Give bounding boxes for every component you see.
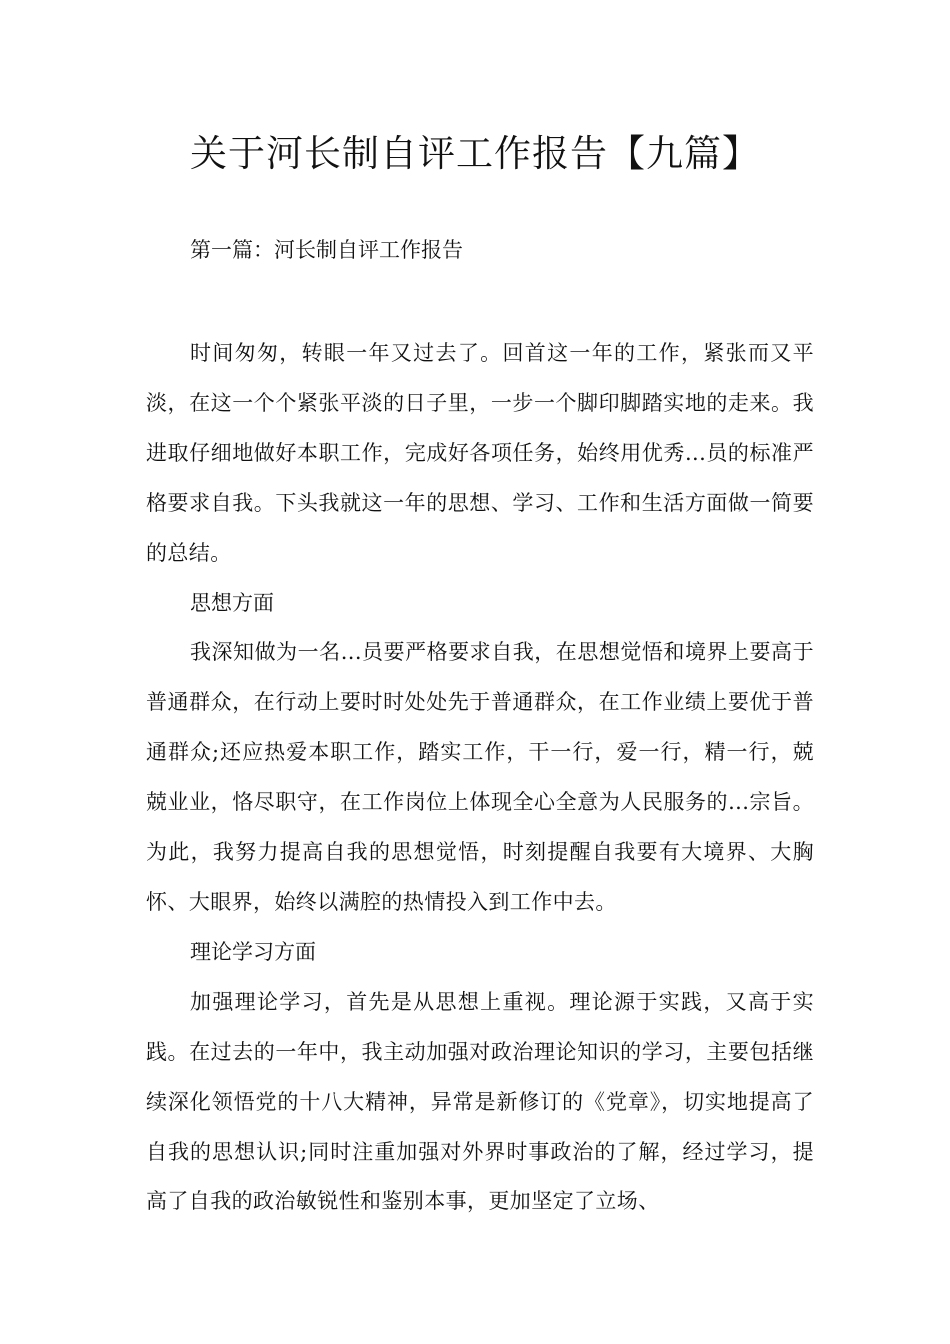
paragraph-intro: 时间匆匆，转眼一年又过去了。回首这一年的工作，紧张而又平淡，在这一个个紧张平淡的日子里，一步一个脚印脚踏实地的走来。我进取仔细地做好本职工作，完成好各项任务，始终用优秀...员的标准严格要求自我。下头我就这一年的思想、学习、工作和生活方面做一简要的总结。 [146, 341, 814, 565]
section-subtitle: 第一篇：河长制自评工作报告 [190, 238, 463, 262]
document-title: 关于河长制自评工作报告【九篇】 [190, 132, 760, 175]
paragraph-thought: 我深知做为一名...员要严格要求自我，在思想觉悟和境界上要高于普通群众，在行动上要时时处处先于普通群众，在工作业绩上要优于普通群众;还应热爱本职工作，踏实工作，干一行，爱一行，精一行，兢兢业业，恪尽职守，在工作岗位上体现全心全意为人民服务的...宗旨。为此，我努力提高自我的思想觉悟，时刻提醒自我要有大境界、大胸怀、大眼界，始终以满腔的热情投入到工作中去。 [146, 640, 814, 914]
document-body [146, 329, 814, 1227]
heading-theory-study: 理论学习方面 [190, 939, 316, 964]
heading-thought: 思想方面 [190, 590, 274, 615]
paragraph-theory-study: 加强理论学习，首先是从思想上重视。理论源于实践，又高于实践。在过去的一年中，我主动加强对政治理论知识的学习，主要包括继续深化领悟党的十八大精神，异常是新修订的《党章》，切实地提高了自我的思想认识;同时注重加强对外界时事政治的了解，经过学习，提高了自我的政治敏锐性和鉴别本事，更加坚定了立场、 [146, 989, 814, 1214]
